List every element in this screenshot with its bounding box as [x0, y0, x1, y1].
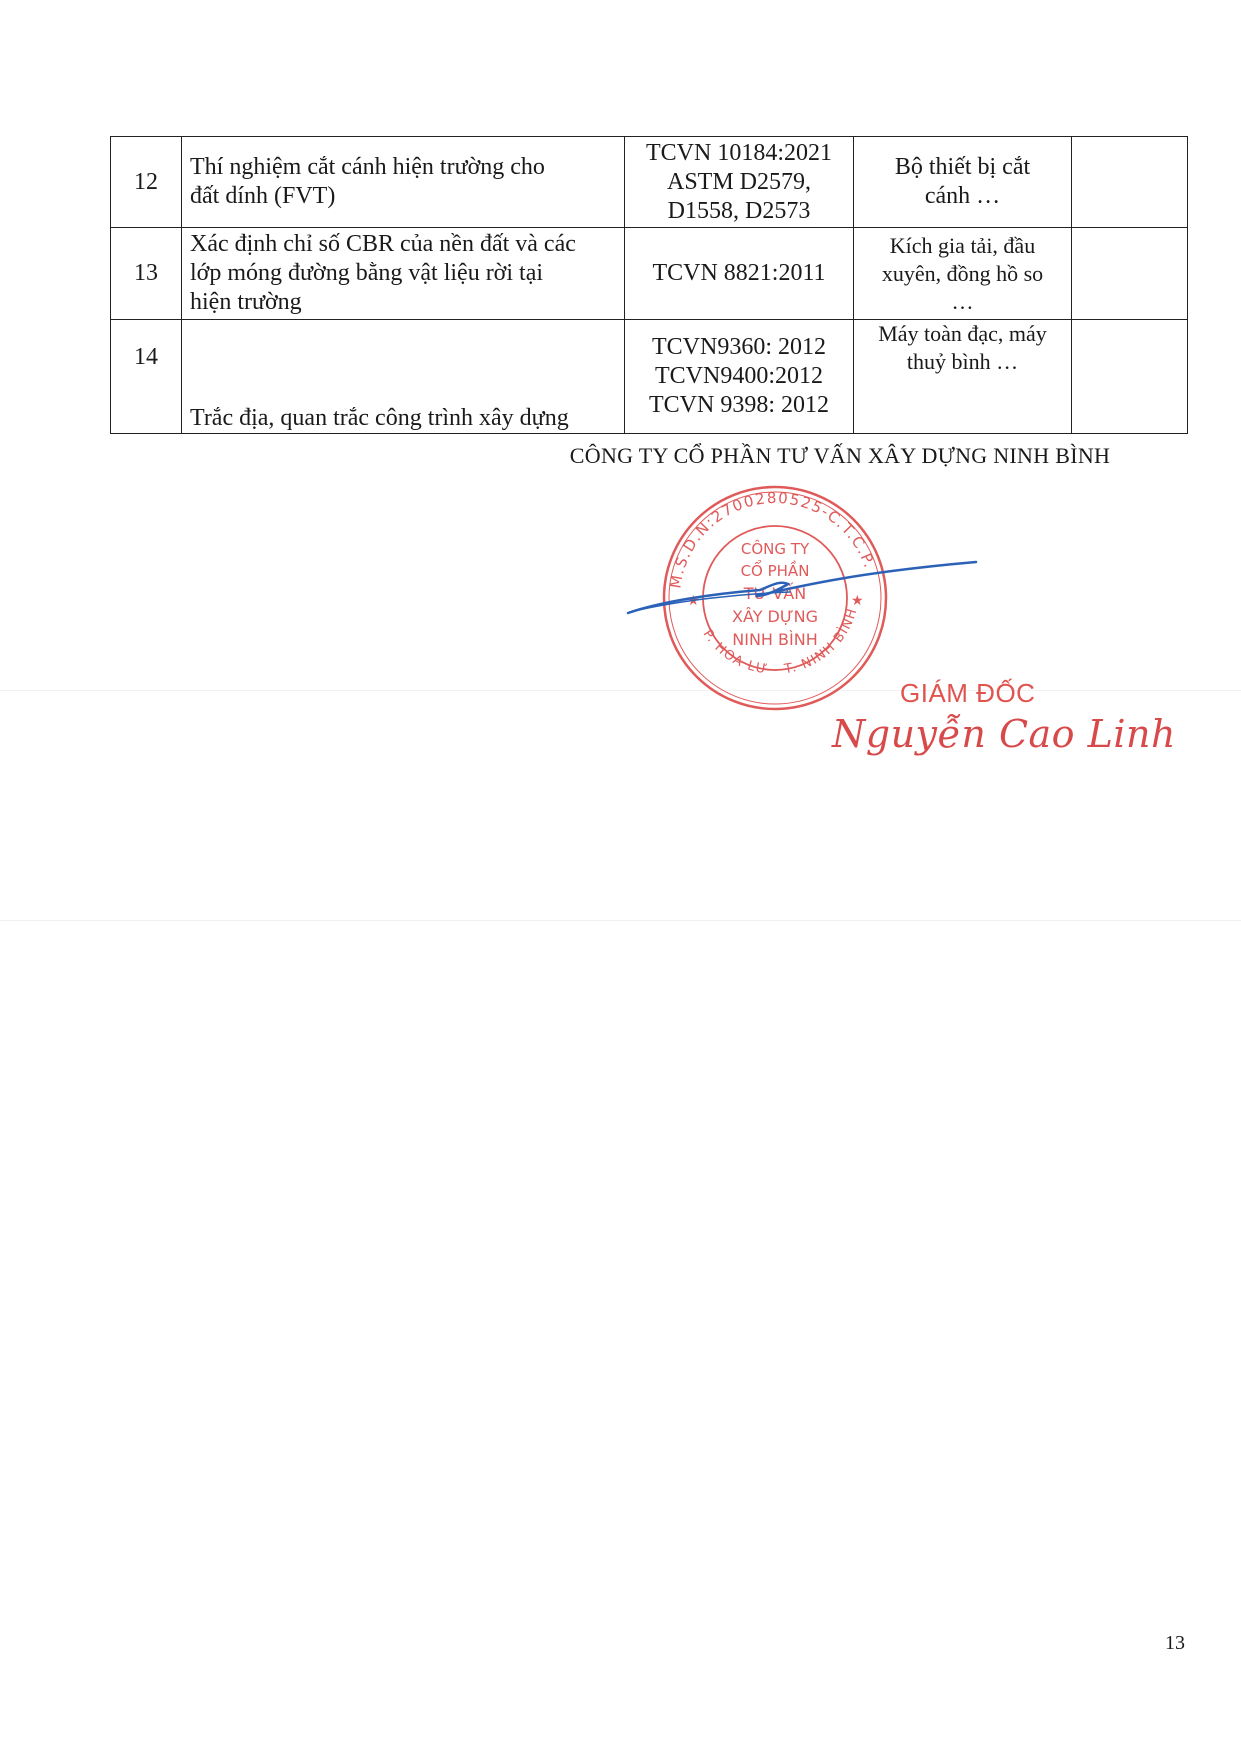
- table-row: [111, 228, 1188, 320]
- stamp-line: CÔNG TY: [740, 540, 810, 558]
- table-row: [111, 320, 1188, 434]
- stamp-line: TƯ VẤN: [743, 584, 807, 603]
- scan-line: [0, 920, 1241, 921]
- stamp-line: XÂY DỰNG: [732, 607, 818, 626]
- stamp-bottom-text: P. HOA LƯ - T. NINH BÌNH: [699, 605, 861, 678]
- row-number: 14: [111, 320, 182, 434]
- test-standards-table: [110, 136, 1188, 434]
- standard: TCVN 8821:2011: [625, 228, 854, 320]
- equipment: Kích gia tải, đầu xuyên, đồng hồ so …: [854, 228, 1072, 320]
- test-name: Trắc địa, quan trắc công trình xây dựng: [182, 320, 625, 434]
- stamp-ring-text: M.S.D.N:2700280525-C.T.C.P.: [666, 488, 879, 590]
- row-number: 12: [111, 137, 182, 228]
- table-row: [111, 137, 1188, 228]
- page-number: 13: [1165, 1632, 1185, 1654]
- stamp-star-icon: ★: [851, 593, 864, 609]
- empty-cell: [1072, 137, 1188, 228]
- company-name: CÔNG TY CỔ PHẦN TƯ VẤN XÂY DỰNG NINH BÌNH: [569, 443, 1111, 468]
- equipment: Bộ thiết bị cắt cánh …: [854, 137, 1072, 228]
- scan-line: [0, 690, 1241, 691]
- director-title: GIÁM ĐỐC: [900, 678, 1036, 708]
- empty-cell: [1072, 320, 1188, 434]
- test-name: Thí nghiệm cắt cánh hiện trường cho đất dính (FVT): [182, 137, 625, 228]
- row-number: 13: [111, 228, 182, 320]
- stamp-star-icon: ★: [687, 593, 700, 609]
- director-name: Nguyễn Cao Linh: [832, 712, 1176, 756]
- stamp-line: NINH BÌNH: [732, 630, 818, 649]
- test-name: Xác định chỉ số CBR của nền đất và các lớp móng đường bằng vật liệu rời tại hiện trường: [182, 228, 625, 320]
- stamp-line: CỔ PHẦN: [740, 562, 810, 580]
- handwritten-signature: [620, 550, 980, 620]
- empty-cell: [1072, 228, 1188, 320]
- equipment: Máy toàn đạc, máy thuỷ bình …: [854, 320, 1072, 434]
- standard: TCVN 10184:2021 ASTM D2579, D1558, D2573: [625, 137, 854, 228]
- standard: TCVN9360: 2012 TCVN9400:2012 TCVN 9398: 2012: [625, 320, 854, 434]
